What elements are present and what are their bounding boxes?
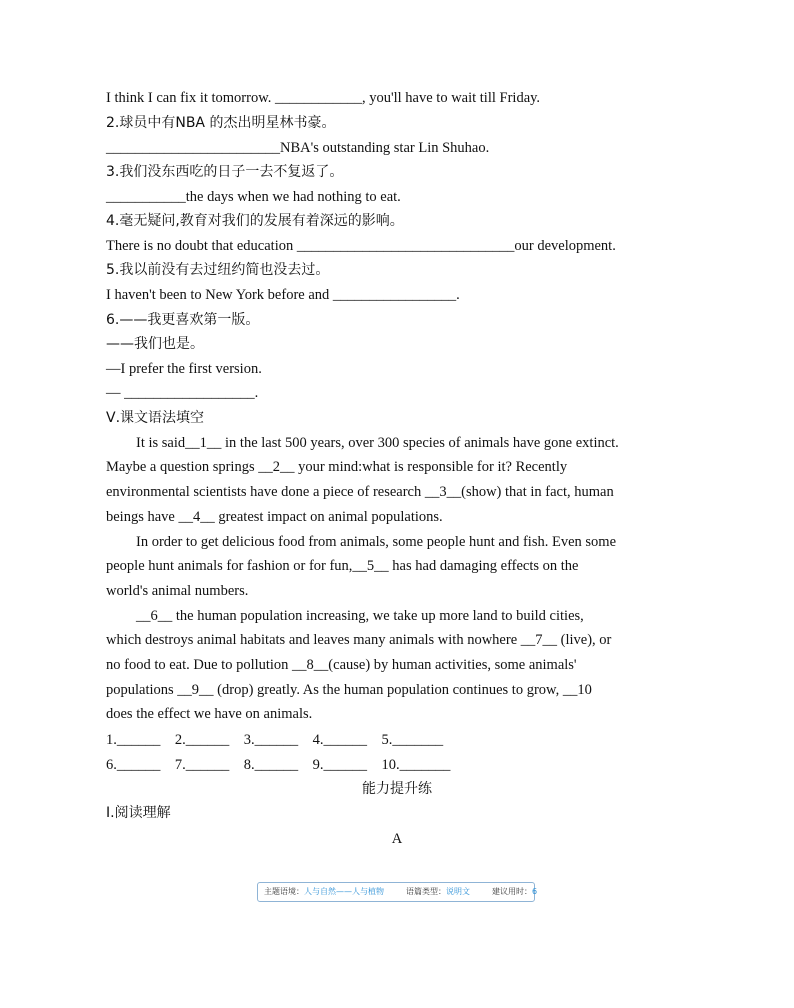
question-3-chinese: 3.我们没东西吃的日子一去不复返了。 (106, 164, 344, 180)
sentence-1: I think I can fix it tomorrow. ____________, you'll have to wait till Friday. (106, 90, 541, 106)
passage-info-tag (257, 882, 538, 902)
question-3-english: ___________the days when we had nothing to eat. (106, 189, 401, 205)
grammar-p3-line-5: does the effect we have on animals. (106, 706, 313, 722)
grammar-p1-line-2: Maybe a question springs __2__ your mind:what is responsible for it? Recently (106, 459, 568, 475)
question-4-chinese: 4.毫无疑问,教育对我们的发展有着深远的影响。 (106, 213, 404, 229)
grammar-p3-line-2: which destroys animal habitats and leaves many animals with nowhere __7__ (live), or (106, 632, 612, 648)
theme-value: 人与自然——人与植物 (304, 887, 384, 896)
grammar-p3-line-3: no food to eat. Due to pollution __8__(cause) by human activities, some animals' (106, 657, 577, 673)
ability-title: 能力提升练 (362, 781, 432, 797)
question-2-english: ________________________NBA's outstanding star Lin Shuhao. (106, 140, 490, 156)
question-6-chinese: 6.——我更喜欢第一版。 (106, 312, 260, 328)
grammar-p3-line-4: populations __9__ (drop) greatly. As the human population continues to grow, __10 (106, 682, 592, 698)
grammar-p1-line-4: beings have __4__ greatest impact on animal populations. (106, 509, 443, 525)
question-2-chinese: 2.球员中有NBA 的杰出明星林书豪。 (106, 115, 336, 131)
grammar-p2-line-3: world's animal numbers. (106, 583, 249, 599)
passage-label: A (391, 831, 403, 847)
grammar-p3-line-1: __6__ the human population increasing, we take up more land to build cities, (136, 608, 584, 624)
reading-section-heading: Ⅰ.阅读理解 (106, 805, 171, 821)
answer-blanks-row-1: 1.______ 2.______ 3.______ 4.______ 5._______ (106, 732, 444, 748)
grammar-p2-line-2: people hunt animals for fashion or for fun,__5__ has had damaging effects on the (106, 558, 579, 574)
question-6-chinese-reply: ——我们也是。 (106, 336, 204, 352)
question-6-english-reply: — __________________. (106, 385, 259, 401)
time-value: 6 (532, 887, 538, 896)
type-label: 语篇类型： (406, 887, 446, 896)
theme-label: 主题语境： (264, 887, 304, 896)
grammar-p1-line-3: environmental scientists have done a piece of research __3__(show) that in fact, human (106, 484, 614, 500)
question-6-english: —I prefer the first version. (106, 361, 262, 377)
question-4-english: There is no doubt that education ______________________________our development. (106, 238, 616, 254)
type-value: 说明文 (446, 887, 470, 896)
grammar-p2-line-1: In order to get delicious food from animals, some people hunt and fish. Even some (136, 534, 617, 550)
question-5-chinese: 5.我以前没有去过纽约简也没去过。 (106, 262, 330, 278)
answer-blanks-row-2: 6.______ 7.______ 8.______ 9.______ 10._______ (106, 757, 451, 773)
time-label: 建议用时： (492, 887, 532, 896)
question-5-english: I haven't been to New York before and _________________. (106, 287, 460, 303)
grammar-p1-line-1: It is said__1__ in the last 500 years, over 300 species of animals have gone extinct. (136, 435, 619, 451)
grammar-heading: Ⅴ.课文语法填空 (106, 410, 205, 426)
